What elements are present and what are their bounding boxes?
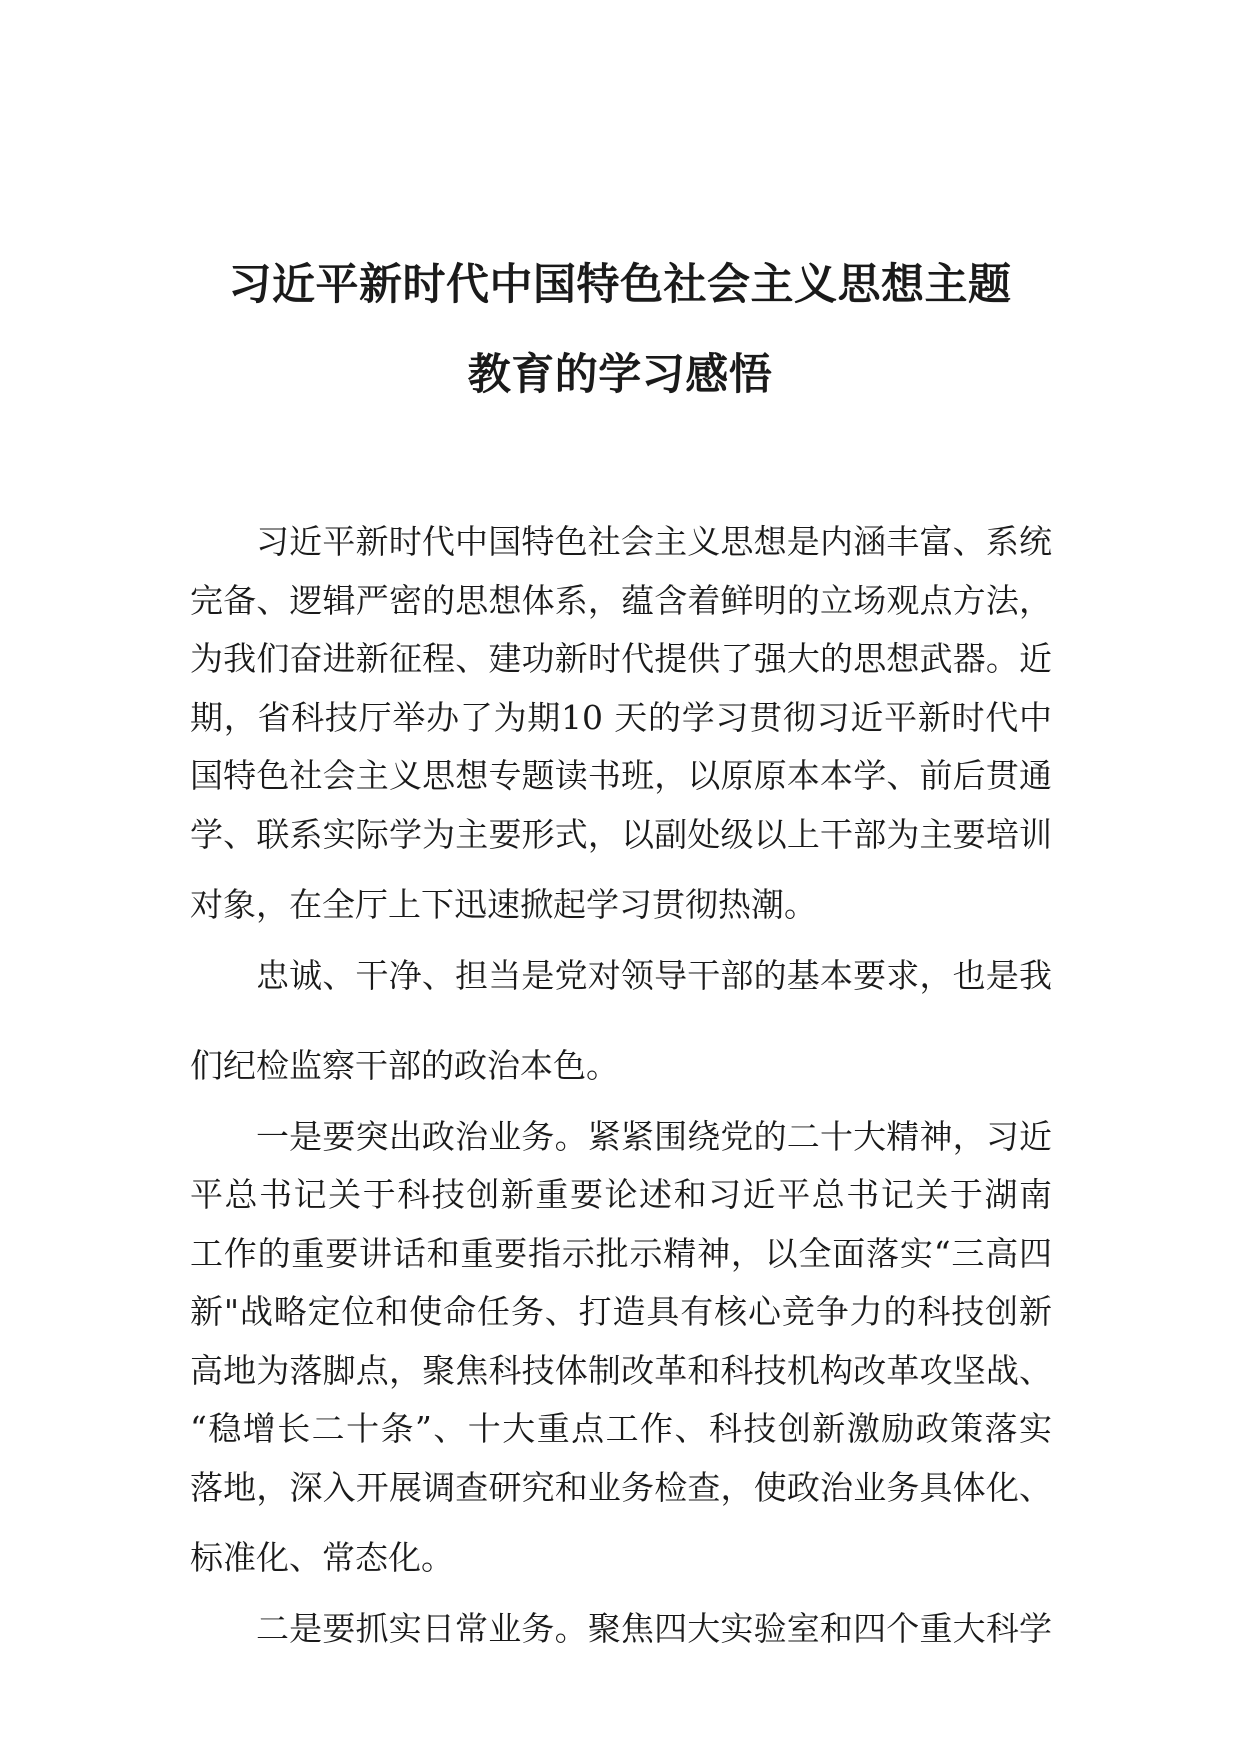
paragraph-line: 为我们奋进新征程、建功新时代提供了强大的思想武器。近	[190, 639, 1052, 678]
paragraph-line: 一是要突出政治业务。紧紧围绕党的二十大精神，习近	[256, 1116, 1052, 1156]
paragraph-loyalty	[190, 947, 1052, 1096]
document-title	[150, 240, 1090, 420]
paragraph-line: 完备、逻辑严密的思想体系，蕴含着鲜明的立场观点方法，	[190, 580, 1052, 620]
paragraph-line: 新"战略定位和使命任务、打造具有核心竞争力的科技创新	[190, 1292, 1052, 1331]
paragraph-line: 高地为落脚点，聚焦科技体制改革和科技机构改革攻坚战、	[190, 1350, 1052, 1390]
paragraph-line: 们纪检监察干部的政治本色。	[190, 1046, 619, 1085]
paragraph-line: 工作的重要讲话和重要指示批示精神，以全面落实“三高四	[190, 1233, 1052, 1273]
document-body	[190, 513, 1052, 1658]
paragraph-line: 落地，深入开展调查研究和业务检查，使政治业务具体化、	[190, 1467, 1052, 1507]
paragraph-line: 平总书记关于科技创新重要论述和习近平总书记关于湖南	[190, 1175, 1052, 1214]
paragraph-line: 期，省科技厅举办了为期10 天的学习贯彻习近平新时代中	[190, 697, 1052, 737]
paragraph-line: 二是要抓实日常业务。聚焦四大实验室和四个重大科学	[256, 1608, 1052, 1648]
paragraph-line: 对象，在全厅上下迅速掀起学习贯彻热潮。	[190, 885, 817, 924]
paragraph-line: “稳增长二十条”、十大重点工作、科技创新激励政策落实	[190, 1409, 1052, 1448]
paragraph-line: 国特色社会主义思想专题读书班，以原原本本学、前后贯通	[190, 756, 1052, 795]
paragraph-line: 标准化、常态化。	[190, 1538, 454, 1577]
paragraph-line: 忠诚、干净、担当是党对领导干部的基本要求，也是我	[256, 955, 1052, 995]
title-line-1: 习近平新时代中国特色社会主义思想主题	[228, 260, 1012, 310]
title-line-2: 教育的学习感悟	[467, 350, 773, 400]
paragraph-line: 习近平新时代中国特色社会主义思想是内涵丰富、系统	[256, 522, 1052, 561]
paragraph-daily-work	[190, 1600, 1052, 1659]
paragraph-line: 学、联系实际学为主要形式，以副处级以上干部为主要培训	[190, 814, 1052, 854]
paragraph-political-work	[190, 1108, 1052, 1588]
paragraph-intro	[190, 513, 1052, 935]
